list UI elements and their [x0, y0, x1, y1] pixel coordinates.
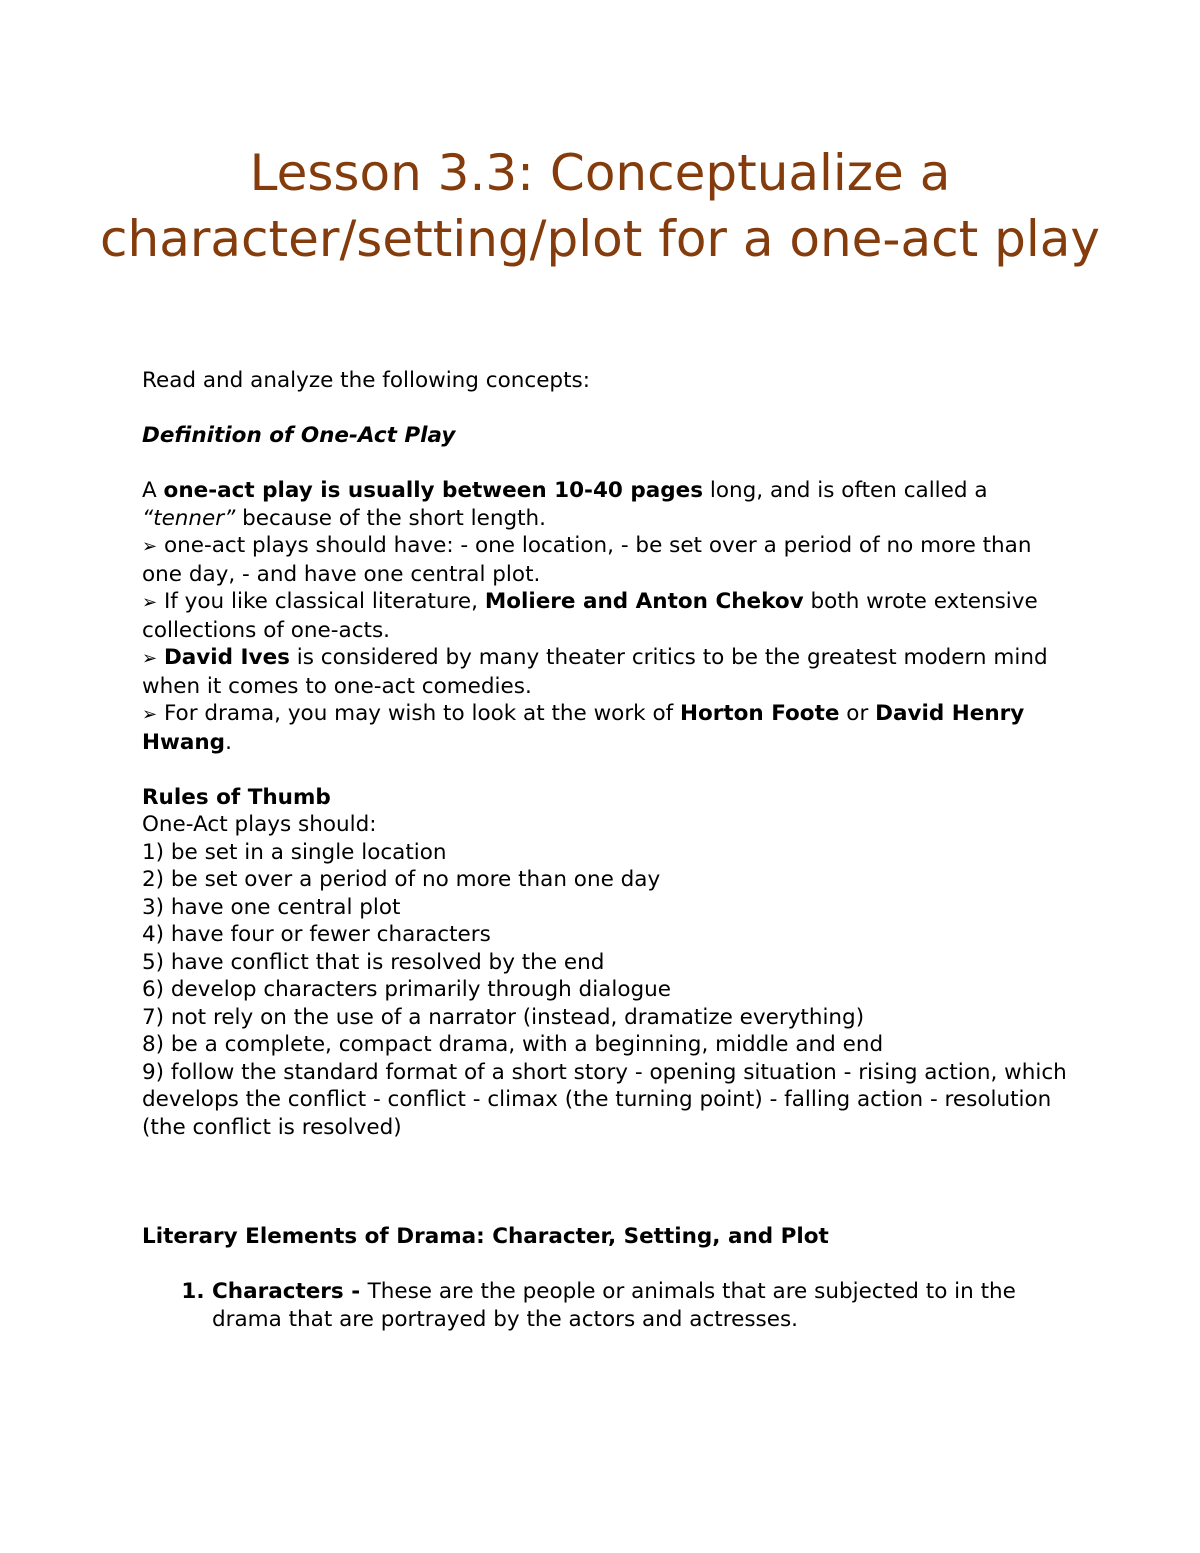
rule-item: 4) have four or fewer characters: [142, 922, 491, 947]
arrow-bullet-icon: ➢: [142, 704, 158, 725]
rules-heading: Rules of Thumb: [142, 784, 331, 810]
rule-item: 9) follow the standard format of a short story - opening situation - rising action, which develops the conflict - conflict - climax (the turning point) - falling action - resolution (the conflict is resolved): [142, 1059, 1067, 1140]
rule-item: 7) not rely on the use of a narrator (instead, dramatize everything): [142, 1004, 865, 1030]
bullet-item: ➢ one-act plays should have: - one location, - be set over a period of no more than one day, - and have one central plot.: [142, 533, 1032, 587]
rule-item: 1) be set in a single location: [142, 839, 447, 865]
literary-list: [142, 1278, 1072, 1333]
document-body: [142, 367, 1072, 1333]
bullet-item: ➢ For drama, you may wish to look at the work of Horton Foote or David Henry Hwang.: [142, 701, 1025, 755]
arrow-bullet-icon: ➢: [142, 648, 158, 669]
list-item: 1. Characters - These are the people or animals that are subjected to in the drama that are portrayed by the actors and actresses.: [212, 1278, 1072, 1333]
definition-heading: Definition of One-Act Play: [142, 423, 456, 448]
bullet-item: ➢ If you like classical literature, Moliere and Anton Chekov both wrote extensive collections of one-acts.: [142, 589, 1038, 643]
rule-item: 3) have one central plot: [142, 894, 401, 920]
rule-item: 8) be a complete, compact drama, with a beginning, middle and end: [142, 1032, 884, 1057]
arrow-bullet-icon: ➢: [142, 536, 158, 557]
page-title: Lesson 3.3: Conceptualize a character/setting/plot for a one-act play: [100, 144, 1100, 268]
literary-heading: Literary Elements of Drama: Character, Setting, and Plot: [142, 1224, 829, 1249]
bullet-item: ➢ David Ives is considered by many theater critics to be the greatest modern mind when it comes to one-act comedies.: [142, 645, 1048, 699]
rule-item: 2) be set over a period of no more than one day: [142, 867, 661, 892]
definition-paragraph: A one-act play is usually between 10-40 pages long, and is often called a: [142, 478, 988, 503]
intro-text: Read and analyze the following concepts:: [142, 368, 590, 393]
arrow-bullet-icon: ➢: [142, 592, 158, 613]
rule-item: 5) have conflict that is resolved by the end: [142, 949, 605, 975]
rule-item: 6) develop characters primarily through dialogue: [142, 977, 671, 1002]
definition-paragraph-cont: “tenner” because of the short length.: [142, 505, 546, 531]
rules-lead: One-Act plays should:: [142, 812, 377, 837]
